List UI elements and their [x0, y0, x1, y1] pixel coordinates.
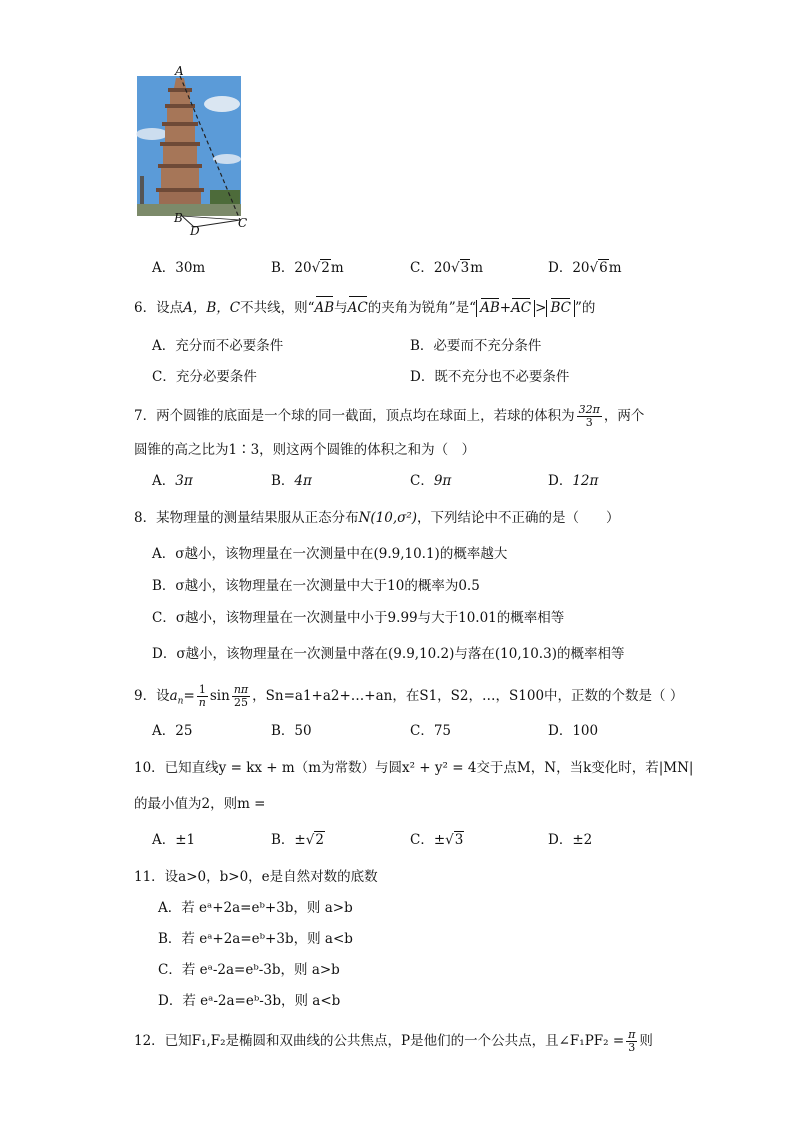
q10-option-a: A．±1: [152, 832, 196, 848]
q6-option-a: A．充分而不必要条件: [152, 338, 284, 354]
q8-option-c: C．σ越小，该物理量在一次测量中小于9.99与大于10.01的概率相等: [152, 610, 565, 626]
q7-stem-line1: 7．两个圆锥的底面是一个球的同一截面，顶点均在球面上，若球的体积为 $\frac{32\pi}{3}$ ，两个: [134, 403, 645, 429]
q10-option-b: B．±√2: [271, 832, 324, 848]
q9-option-c: C．75: [410, 723, 452, 739]
q7-option-a: A．3π: [152, 473, 193, 489]
q7-stem-line2: 圆锥的高之比为1∶3，则这两个圆锥的体积之和为（ ）: [134, 442, 476, 458]
q10-stem-line2: 的最小值为2，则m =: [134, 796, 266, 812]
q11-option-d: D．若 eᵃ-2a=eᵇ-3b，则 a<b: [158, 993, 341, 1009]
q9-option-a: A．25: [152, 723, 193, 739]
q11-stem: 11．设a>0，b>0，e是自然对数的底数: [134, 869, 378, 885]
q6-option-d: D．既不充分也不必要条件: [410, 369, 570, 385]
q10-option-d: D．±2: [548, 832, 593, 848]
q8-stem: 8．某物理量的测量结果服从正态分布N(10,σ²)，下列结论中不正确的是（ ）: [134, 510, 620, 526]
q5-option-d: D．20√6m: [548, 260, 622, 276]
q9-option-d: D．100: [548, 723, 599, 739]
q9-stem: 9．设$a_n=$ $\frac{1}{n}$ sin $\frac{n\pi}{25}$ ，Sn=a1+a2+…+an，在S1，S2，…，S100中，正数的个数是（ ）: [134, 683, 684, 709]
label-C: C: [238, 216, 248, 230]
q9-option-b: B．50: [271, 723, 312, 739]
q8-option-a: A．σ越小，该物理量在一次测量中在(9.9,10.1)的概率越大: [152, 546, 508, 562]
q5-option-c: C．20√3m: [410, 260, 484, 276]
pagoda-figure: [132, 64, 252, 236]
label-A: A: [175, 64, 184, 78]
q11-option-a: A．若 eᵃ+2a=eᵇ+3b，则 a>b: [158, 900, 353, 916]
label-D: D: [190, 224, 200, 238]
q11-option-c: C．若 eᵃ-2a=eᵇ-3b，则 a>b: [158, 962, 340, 978]
q10-option-c: C．±√3: [410, 832, 464, 848]
pagoda-photo: [132, 64, 252, 236]
q11-option-b: B．若 eᵃ+2a=eᵇ+3b，则 a<b: [158, 931, 353, 947]
q6-option-c: C．充分必要条件: [152, 369, 257, 385]
q7-option-d: D．12π: [548, 473, 599, 489]
q6-option-b: B．必要而不充分条件: [410, 338, 542, 354]
q7-option-c: C．9π: [410, 473, 452, 489]
q6-stem: 6．设点A，B，C不共线，则“AB与AC的夹角为锐角”是“ AB+AC > BC ”的: [134, 300, 596, 316]
q8-option-b: B．σ越小，该物理量在一次测量中大于10的概率为0.5: [152, 578, 480, 594]
q7-option-b: B．4π: [271, 473, 312, 489]
q10-stem-line1: 10．已知直线y = kx + m（m为常数）与圆x² + y² = 4交于点M，N，当k变化时，若|MN|: [134, 760, 694, 776]
q12-stem: 12．已知F₁,F₂是椭圆和双曲线的公共焦点，P是他们的一个公共点，且∠F₁PF₂ = $\frac{\pi}{3}$ 则: [134, 1028, 653, 1054]
q5-option-a: A．30m: [152, 260, 206, 276]
q8-option-d: D．σ越小，该物理量在一次测量中落在(9.9,10.2)与落在(10,10.3)的概率相等: [152, 646, 625, 662]
q5-option-b: B．20√2m: [271, 260, 344, 276]
label-B: B: [174, 211, 183, 225]
